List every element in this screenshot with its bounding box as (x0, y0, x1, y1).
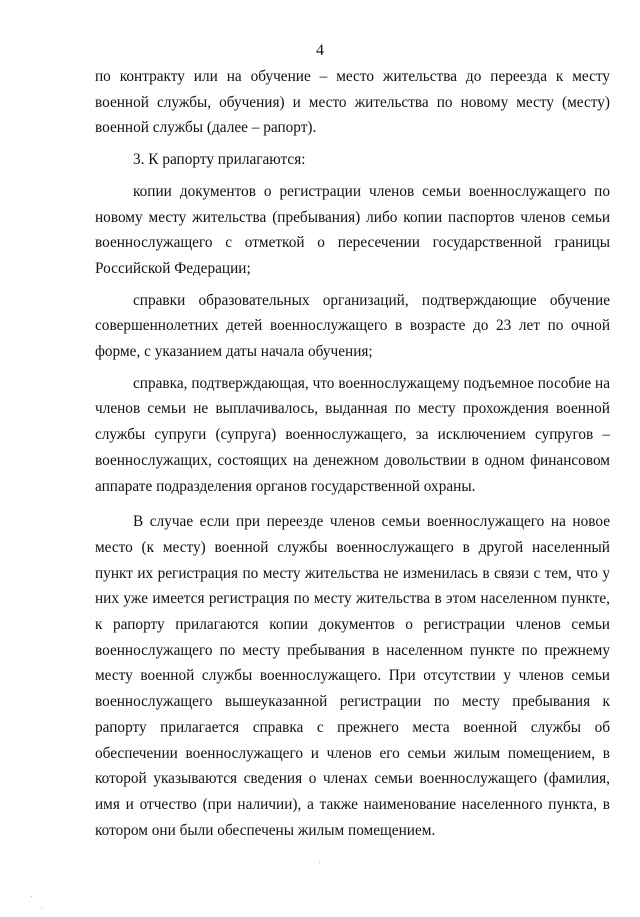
scan-speck: · (30, 892, 34, 903)
paragraph-allowance-certificate: справка, подтверждающая, что военнослужащему подъемное пособие на членов семьи не выплачивалось, выданная по месту прохождения военной службы супруги (супруга) военнослужащего, за исключением супругов – военнослужащих, состоящих на денежном довольствии в одном финансовом аппарате подразделения органов государственной охраны. (95, 374, 610, 495)
paragraph-education-certificates: справки образовательных организаций, подтверждающие обучение совершеннолетних детей военнослужащего в возрасте до 23 лет по очной форме, с указанием даты начала обучения; (95, 291, 610, 361)
paragraph-relocation-case: В случае если при переезде членов семьи военнослужащего на новое место (к месту) военной службы военнослужащего в другой населенный пункт их регистрация по месту жительства не изменилась в связи с тем, что у них уже имеется регистрация по месту жительства в этом населенном пункте, к рапорту прилагаются копии документов о регистрации членов семьи военнослужащего по месту пребывания в населенном пункте по прежнему месту военной службы военнослужащего. При отсутствии у членов семьи военнослужащего вышеуказанной регистрации по месту пребывания к рапорту прилагается справка с прежнего места военной службы об обеспечении военнослужащего и членов его семьи жилым помещением, в которой указываются сведения о членах семьи военнослужащего (фамилия, имя и отчество (при наличии), а также наименование населенного пункта, в котором они были обеспечены жилым помещением. (95, 513, 610, 839)
paragraph-attachments-heading: 3. К рапорту прилагаются: (133, 151, 306, 169)
document-body (95, 64, 610, 843)
page-number: 4 (316, 42, 324, 59)
paragraph-registration-copies: копии документов о регистрации членов семьи военнослужащего по новому месту жительства (пребывания) либо копии паспортов членов семьи военнослужащего с отметкой о пересечении государственной границы Российской Федерации; (95, 182, 610, 277)
scan-speck: · (318, 858, 322, 869)
paragraph-continuation: по контракту или на обучение – место жительства до переезда к месту военной службы, обучения) и место жительства по новому месту (месту) военной службы (далее – рапорт). (95, 68, 610, 137)
scan-speck: · (40, 904, 44, 915)
